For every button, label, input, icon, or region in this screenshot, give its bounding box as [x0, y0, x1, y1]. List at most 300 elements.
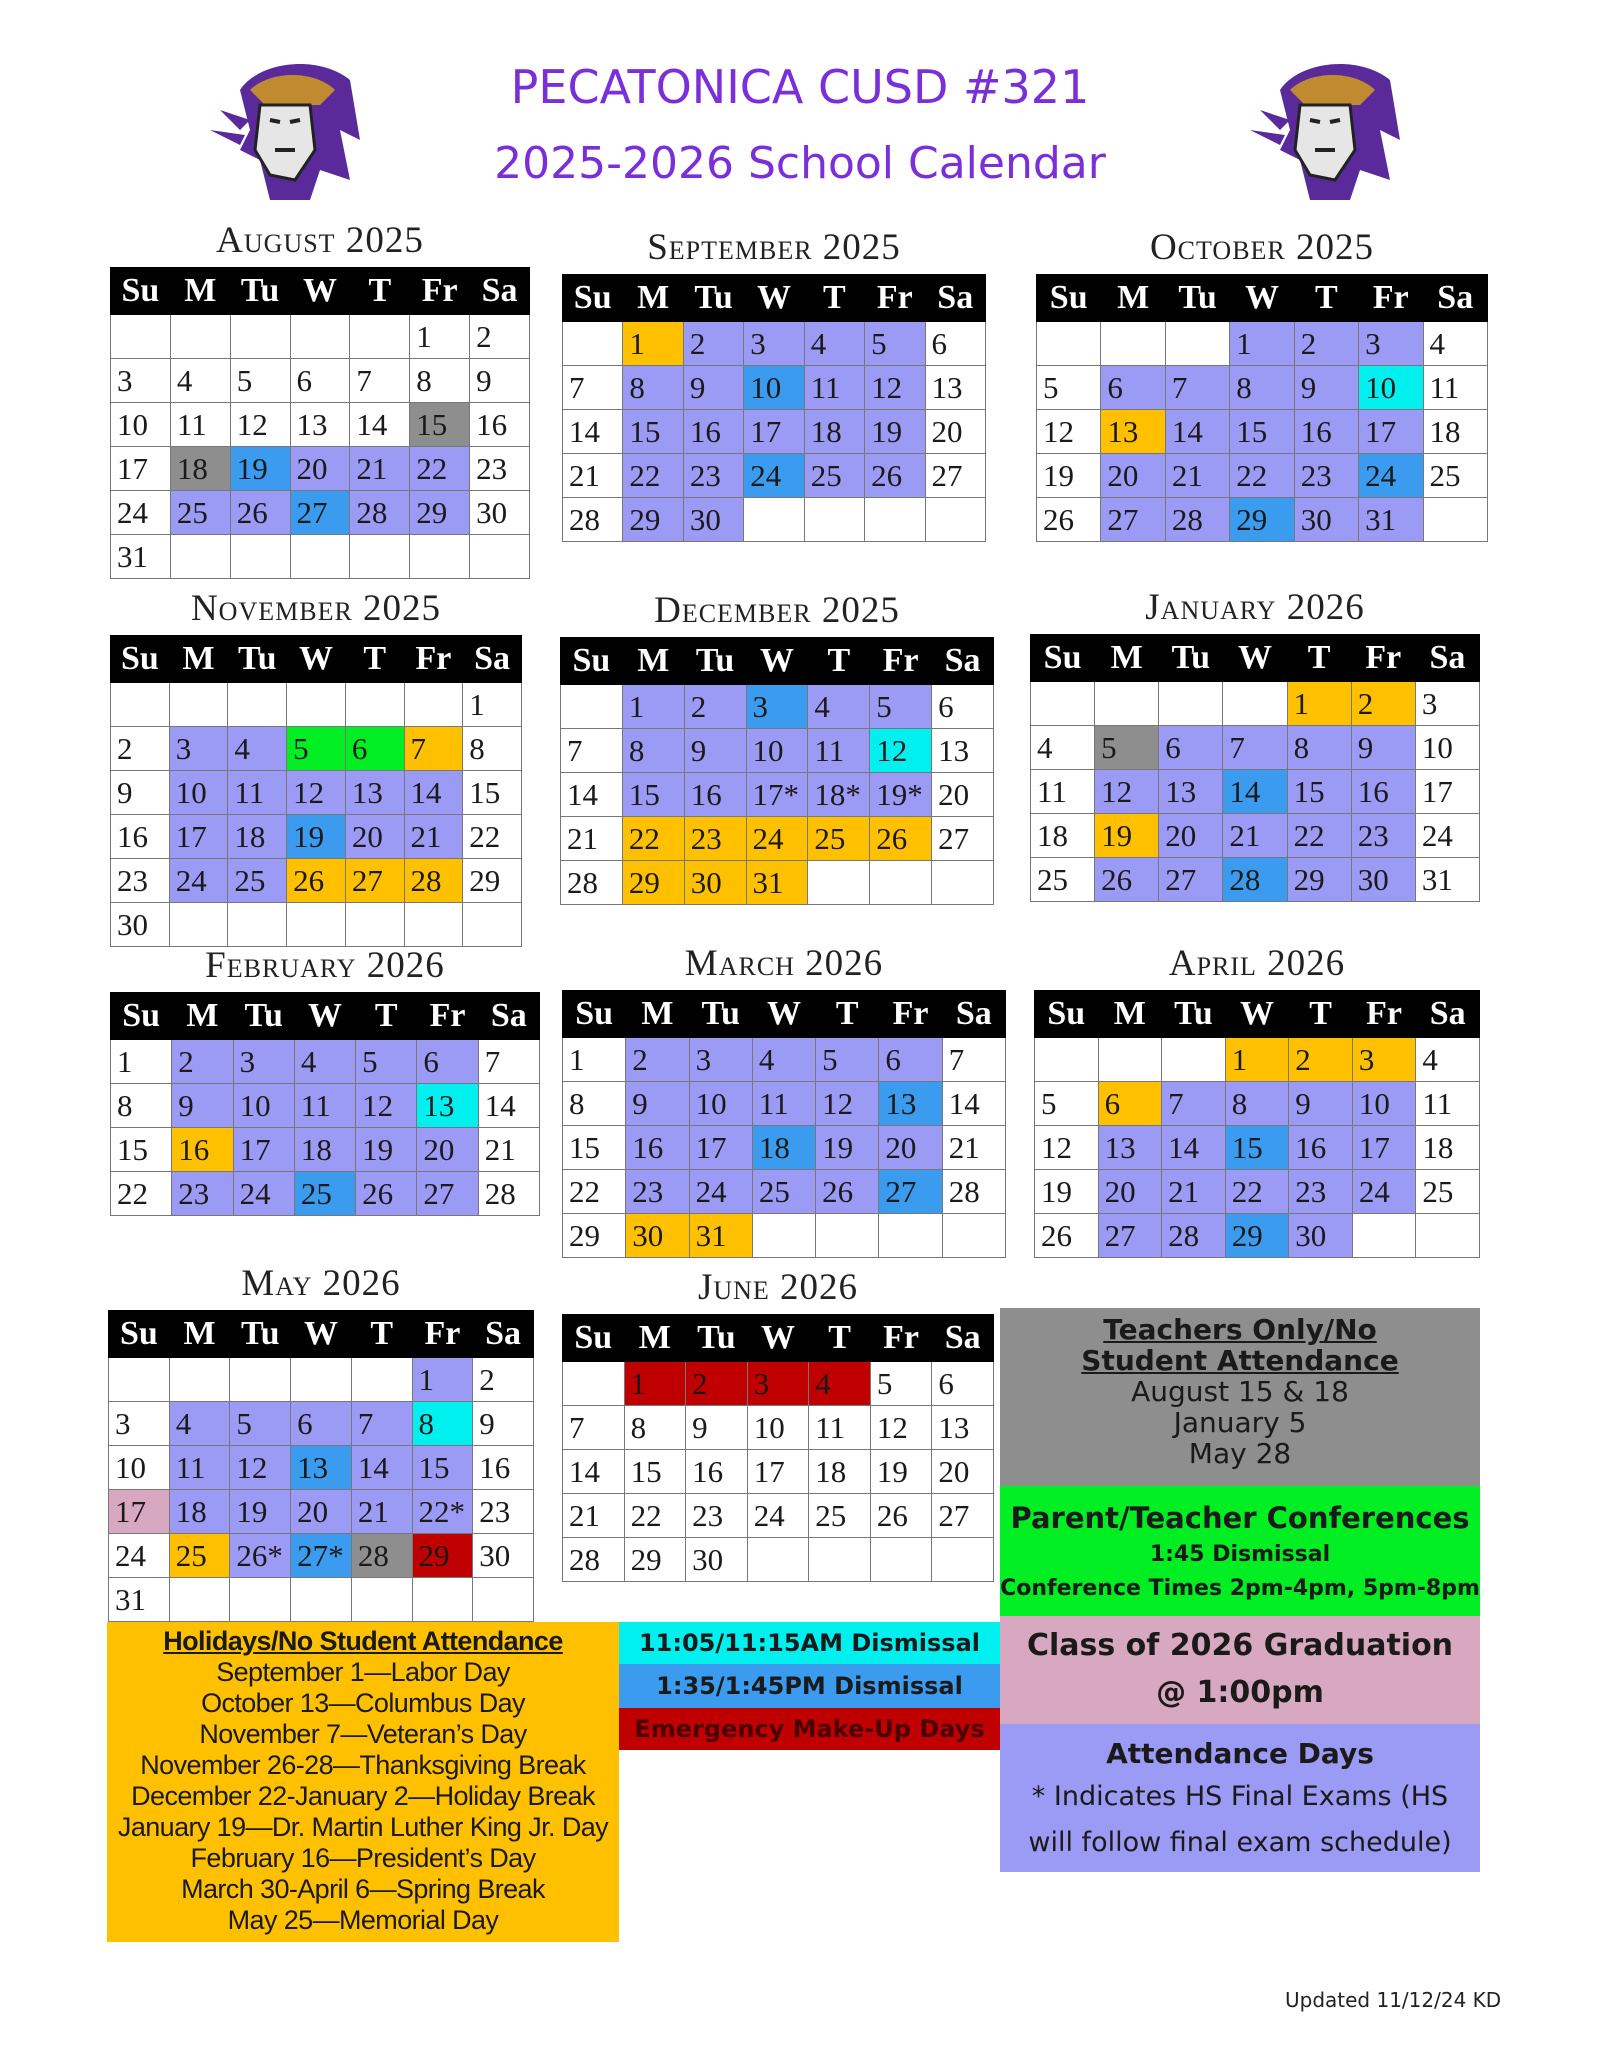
weekday-label: Sa — [932, 1315, 994, 1362]
day-cell: 9 — [172, 1084, 233, 1128]
day-cell: 6 — [290, 359, 350, 403]
day-cell: 14 — [563, 410, 623, 454]
day-cell: 11 — [752, 1082, 815, 1126]
empty-cell — [291, 1578, 352, 1622]
legend-dismissal-1105: 11:05/11:15AM Dismissal — [619, 1622, 1000, 1664]
day-cell: 23 — [1294, 454, 1358, 498]
day-cell: 17 — [169, 815, 228, 859]
weekday-label: W — [1230, 275, 1294, 322]
day-cell: 28 — [350, 491, 410, 535]
day-cell: 20 — [345, 815, 404, 859]
day-cell: 1 — [563, 1038, 626, 1082]
day-cell: 24 — [1352, 1170, 1416, 1214]
day-cell: 2 — [626, 1038, 689, 1082]
day-cell: 28 — [942, 1170, 1005, 1214]
day-cell: 30 — [1351, 858, 1415, 902]
weekday-label: Su — [563, 1315, 625, 1362]
week-row — [563, 1214, 1006, 1258]
day-cell: 4 — [752, 1038, 815, 1082]
weekday-label: M — [172, 993, 233, 1040]
day-cell: 22* — [412, 1490, 473, 1534]
weekday-label: Su — [1035, 991, 1099, 1038]
day-cell: 22 — [111, 1172, 172, 1216]
day-cell: 13 — [932, 729, 994, 773]
day-cell: 14 — [1162, 1126, 1226, 1170]
day-cell: 2 — [111, 727, 170, 771]
legend-line: May 28 — [1188, 1437, 1292, 1470]
day-cell: 28 — [1165, 498, 1229, 542]
empty-cell — [230, 535, 290, 579]
day-cell: 9 — [626, 1082, 689, 1126]
legend-line: September 1—Labor Day — [216, 1657, 510, 1687]
week-row — [1035, 1214, 1480, 1258]
day-cell: 21 — [1165, 454, 1229, 498]
day-cell: 2 — [684, 685, 746, 729]
day-cell: 12 — [870, 729, 932, 773]
day-cell: 6 — [291, 1402, 352, 1446]
day-cell: 3 — [233, 1040, 294, 1084]
day-cell: 3 — [1352, 1038, 1416, 1082]
day-cell: 24 — [747, 1494, 809, 1538]
week-row — [563, 498, 986, 542]
empty-cell — [1165, 322, 1229, 366]
day-cell: 19 — [230, 447, 290, 491]
day-cell: 17 — [111, 447, 171, 491]
week-row — [109, 1358, 534, 1402]
day-cell: 21 — [1223, 814, 1287, 858]
empty-cell — [290, 315, 350, 359]
legend-line: Class of 2026 Graduation — [1026, 1628, 1454, 1663]
weekday-label: W — [752, 991, 815, 1038]
day-cell: 18 — [1416, 1126, 1480, 1170]
day-cell: 2 — [686, 1362, 748, 1406]
day-cell: 1 — [463, 683, 522, 727]
empty-cell — [351, 1578, 412, 1622]
day-cell: 4 — [804, 322, 864, 366]
day-cell: 5 — [865, 322, 925, 366]
week-row — [111, 1172, 540, 1216]
day-cell: 20 — [932, 1450, 994, 1494]
empty-cell — [410, 535, 470, 579]
day-cell: 4 — [1416, 1038, 1480, 1082]
day-cell: 3 — [747, 1362, 809, 1406]
weekday-header-row — [111, 268, 530, 315]
day-cell: 21 — [561, 817, 623, 861]
week-row — [111, 403, 530, 447]
legend-line: * Indicates HS Final Exams (HS will follow final exam schedule) — [1028, 1781, 1452, 1858]
month-title: January 2026 — [1145, 587, 1365, 628]
empty-cell — [870, 861, 932, 905]
weekday-label: Tu — [684, 638, 746, 685]
day-cell: 26 — [870, 1494, 932, 1538]
day-cell: 6 — [1159, 726, 1223, 770]
day-cell: 29 — [563, 1214, 626, 1258]
week-row — [109, 1534, 534, 1578]
month-march-2026 — [562, 938, 1006, 1258]
week-row — [1035, 1126, 1480, 1170]
day-cell: 7 — [1223, 726, 1287, 770]
day-cell: 24 — [233, 1172, 294, 1216]
day-cell: 8 — [410, 359, 470, 403]
week-row — [561, 773, 994, 817]
week-row — [1031, 814, 1480, 858]
day-cell: 18 — [228, 815, 287, 859]
day-cell: 17 — [1415, 770, 1479, 814]
day-cell: 15 — [622, 773, 684, 817]
day-cell: 26 — [1035, 1214, 1099, 1258]
week-row — [109, 1490, 534, 1534]
day-cell: 2 — [1294, 322, 1358, 366]
day-cell: 27 — [1101, 498, 1165, 542]
weekday-label: Fr — [1359, 275, 1423, 322]
day-cell: 28 — [1223, 858, 1287, 902]
legend-line: November 26-28—Thanksgiving Break — [140, 1750, 586, 1780]
weekday-label: T — [356, 993, 417, 1040]
day-cell: 13 — [1098, 1126, 1162, 1170]
weekday-label: Tu — [228, 636, 287, 683]
month-may-2026 — [108, 1258, 534, 1622]
day-cell: 7 — [563, 1406, 625, 1450]
week-row — [561, 861, 994, 905]
week-row — [1031, 726, 1480, 770]
day-cell: 22 — [563, 1170, 626, 1214]
day-cell: 31 — [689, 1214, 752, 1258]
day-cell: 24 — [1415, 814, 1479, 858]
legend-line: May 25—Memorial Day — [227, 1905, 499, 1935]
weekday-label: Fr — [412, 1311, 473, 1358]
weekday-header-row — [1037, 275, 1488, 322]
legend-teachers-only-heading: Teachers Only/No Student Attendance — [1081, 1313, 1399, 1377]
weekday-label: Sa — [1415, 635, 1479, 682]
legend-line: October 13—Columbus Day — [201, 1688, 525, 1718]
day-cell: 29 — [624, 1538, 686, 1582]
day-cell: 26 — [1095, 858, 1159, 902]
day-cell: 12 — [230, 403, 290, 447]
weekday-label: Su — [1031, 635, 1095, 682]
week-row — [111, 1084, 540, 1128]
day-cell: 22 — [1287, 814, 1351, 858]
weekday-header-row — [1035, 991, 1480, 1038]
week-row — [1035, 1082, 1480, 1126]
day-cell: 10 — [744, 366, 804, 410]
month-october-2025 — [1036, 222, 1488, 542]
week-row — [111, 727, 522, 771]
day-cell: 26 — [1037, 498, 1101, 542]
day-cell: 9 — [1351, 726, 1415, 770]
day-cell: 3 — [111, 359, 171, 403]
weekday-label: W — [287, 636, 346, 683]
day-cell: 31 — [746, 861, 808, 905]
day-cell: 19 — [870, 1450, 932, 1494]
day-cell: 13 — [417, 1084, 478, 1128]
day-cell: 25 — [808, 817, 870, 861]
day-cell: 19 — [287, 815, 346, 859]
day-cell: 1 — [622, 685, 684, 729]
day-cell: 18 — [809, 1450, 871, 1494]
day-cell: 22 — [622, 817, 684, 861]
month-grid — [1036, 274, 1488, 542]
month-grid — [110, 267, 530, 579]
day-cell: 5 — [1035, 1082, 1099, 1126]
day-cell: 17 — [1352, 1126, 1416, 1170]
weekday-label: T — [1289, 991, 1353, 1038]
day-cell: 4 — [169, 1402, 230, 1446]
day-cell: 17 — [1359, 410, 1423, 454]
day-cell: 13 — [925, 366, 985, 410]
empty-cell — [351, 1358, 412, 1402]
weekday-label: Fr — [1351, 635, 1415, 682]
week-row — [563, 454, 986, 498]
day-cell: 9 — [111, 771, 170, 815]
day-cell: 4 — [228, 727, 287, 771]
week-row — [109, 1446, 534, 1490]
empty-cell — [291, 1358, 352, 1402]
day-cell: 9 — [684, 729, 746, 773]
day-cell: 28 — [404, 859, 463, 903]
week-row — [1031, 858, 1480, 902]
month-august-2025 — [110, 215, 530, 579]
day-cell: 15 — [463, 771, 522, 815]
day-cell: 9 — [1289, 1082, 1353, 1126]
legend-emergency: Emergency Make-Up Days — [619, 1708, 1000, 1750]
day-cell: 13 — [879, 1082, 942, 1126]
day-cell: 14 — [351, 1446, 412, 1490]
weekday-label: Tu — [686, 1315, 748, 1362]
day-cell: 20 — [1101, 454, 1165, 498]
day-cell: 25 — [804, 454, 864, 498]
day-cell: 3 — [746, 685, 808, 729]
day-cell: 17* — [746, 773, 808, 817]
weekday-label: T — [351, 1311, 412, 1358]
day-cell: 12 — [1037, 410, 1101, 454]
day-cell: 23 — [473, 1490, 534, 1534]
day-cell: 20 — [1098, 1170, 1162, 1214]
district-title: PECATONICA CUSD #321 — [510, 60, 1090, 114]
empty-cell — [744, 498, 804, 542]
day-cell: 5 — [356, 1040, 417, 1084]
day-cell: 31 — [111, 535, 171, 579]
day-cell: 15 — [410, 403, 470, 447]
day-cell: 15 — [1230, 410, 1294, 454]
weekday-label: W — [291, 1311, 352, 1358]
weekday-label: Sa — [925, 275, 985, 322]
day-cell: 3 — [109, 1402, 170, 1446]
weekday-header-row — [111, 636, 522, 683]
day-cell: 15 — [1225, 1126, 1289, 1170]
day-cell: 19 — [1037, 454, 1101, 498]
empty-cell — [865, 498, 925, 542]
day-cell: 12 — [287, 771, 346, 815]
weekday-label: M — [169, 636, 228, 683]
day-cell: 19* — [870, 773, 932, 817]
month-grid — [1030, 634, 1480, 902]
day-cell: 11 — [1031, 770, 1095, 814]
legend-line: 1:45 Dismissal — [1149, 1542, 1331, 1567]
month-grid — [562, 274, 986, 542]
day-cell: 17 — [747, 1450, 809, 1494]
day-cell: 29 — [1225, 1214, 1289, 1258]
legend-line: November 7—Veteran’s Day — [199, 1719, 527, 1749]
week-row — [111, 359, 530, 403]
day-cell: 29 — [1287, 858, 1351, 902]
day-cell: 3 — [689, 1038, 752, 1082]
day-cell: 26* — [230, 1534, 291, 1578]
day-cell: 1 — [412, 1358, 473, 1402]
week-row — [563, 1538, 994, 1582]
day-cell: 7 — [351, 1402, 412, 1446]
day-cell: 8 — [624, 1406, 686, 1450]
weekday-label: T — [1287, 635, 1351, 682]
day-cell: 20 — [925, 410, 985, 454]
empty-cell — [1035, 1038, 1099, 1082]
day-cell: 12 — [1035, 1126, 1099, 1170]
empty-cell — [1352, 1214, 1416, 1258]
day-cell: 11 — [1416, 1082, 1480, 1126]
empty-cell — [350, 535, 410, 579]
empty-cell — [111, 315, 171, 359]
day-cell: 13 — [345, 771, 404, 815]
day-cell: 8 — [111, 1084, 172, 1128]
day-cell: 24 — [169, 859, 228, 903]
legend-line: January 19—Dr. Martin Luther King Jr. Day — [117, 1812, 609, 1842]
day-cell: 7 — [563, 366, 623, 410]
weekday-label: Su — [563, 991, 626, 1038]
day-cell: 19 — [356, 1128, 417, 1172]
day-cell: 18 — [804, 410, 864, 454]
day-cell: 22 — [410, 447, 470, 491]
weekday-label: W — [747, 1315, 809, 1362]
legend-line: @ 1:00pm — [1156, 1675, 1324, 1710]
day-cell: 12 — [870, 1406, 932, 1450]
empty-cell — [870, 1538, 932, 1582]
week-row — [1031, 770, 1480, 814]
day-cell: 14 — [563, 1450, 625, 1494]
month-grid — [562, 1314, 994, 1582]
empty-cell — [473, 1578, 534, 1622]
day-cell: 7 — [404, 727, 463, 771]
day-cell: 2 — [1351, 682, 1415, 726]
day-cell: 23 — [111, 859, 170, 903]
day-cell: 20 — [932, 773, 994, 817]
day-cell: 24 — [1359, 454, 1423, 498]
legend-holidays — [107, 1622, 619, 1942]
day-cell: 30 — [1289, 1214, 1353, 1258]
day-cell: 12 — [865, 366, 925, 410]
empty-cell — [932, 861, 994, 905]
day-cell: 29 — [1230, 498, 1294, 542]
day-cell: 15 — [624, 1450, 686, 1494]
day-cell: 25 — [169, 1534, 230, 1578]
day-cell: 26 — [870, 817, 932, 861]
day-cell: 5 — [870, 685, 932, 729]
empty-cell — [109, 1358, 170, 1402]
month-title: August 2025 — [216, 220, 424, 261]
day-cell: 7 — [942, 1038, 1005, 1082]
day-cell: 21 — [404, 815, 463, 859]
day-cell: 30 — [470, 491, 530, 535]
week-row — [109, 1578, 534, 1622]
empty-cell — [747, 1538, 809, 1582]
empty-cell — [804, 498, 864, 542]
empty-cell — [169, 1578, 230, 1622]
day-cell: 10 — [747, 1406, 809, 1450]
day-cell: 19 — [230, 1490, 291, 1534]
day-cell: 18 — [169, 1490, 230, 1534]
day-cell: 11 — [808, 729, 870, 773]
empty-cell — [925, 498, 985, 542]
day-cell: 26 — [230, 491, 290, 535]
weekday-label: Tu — [683, 275, 743, 322]
empty-cell — [170, 315, 230, 359]
week-row — [111, 1040, 540, 1084]
day-cell: 21 — [351, 1490, 412, 1534]
day-cell: 28 — [351, 1534, 412, 1578]
empty-cell — [412, 1578, 473, 1622]
empty-cell — [808, 861, 870, 905]
month-title: March 2026 — [684, 943, 884, 984]
day-cell: 25 — [170, 491, 230, 535]
legend-dismissal-135: 1:35/1:45PM Dismissal — [619, 1664, 1000, 1708]
day-cell: 11 — [294, 1084, 355, 1128]
weekday-label: Tu — [233, 993, 294, 1040]
empty-cell — [816, 1214, 879, 1258]
day-cell: 29 — [410, 491, 470, 535]
day-cell: 10 — [689, 1082, 752, 1126]
weekday-label: M — [622, 638, 684, 685]
day-cell: 8 — [1225, 1082, 1289, 1126]
month-february-2026 — [110, 940, 540, 1216]
day-cell: 25 — [1031, 858, 1095, 902]
day-cell: 18 — [1423, 410, 1487, 454]
day-cell: 1 — [1225, 1038, 1289, 1082]
day-cell: 23 — [1289, 1170, 1353, 1214]
empty-cell — [111, 683, 170, 727]
day-cell: 5 — [1037, 366, 1101, 410]
weekday-label: T — [816, 991, 879, 1038]
weekday-label: Tu — [1162, 991, 1226, 1038]
week-row — [561, 729, 994, 773]
day-cell: 4 — [1423, 322, 1487, 366]
weekday-label: Tu — [689, 991, 752, 1038]
empty-cell — [169, 1358, 230, 1402]
week-row — [111, 771, 522, 815]
day-cell: 4 — [1031, 726, 1095, 770]
day-cell: 20 — [291, 1490, 352, 1534]
day-cell: 21 — [563, 454, 623, 498]
legend-attendance-heading: Attendance Days — [1106, 1737, 1374, 1770]
weekday-label: Fr — [1352, 991, 1416, 1038]
updated-note: Updated 11/12/24 KD — [1285, 1988, 1502, 2012]
day-cell: 8 — [622, 729, 684, 773]
day-cell: 15 — [623, 410, 683, 454]
day-cell: 8 — [1230, 366, 1294, 410]
day-cell: 18 — [752, 1126, 815, 1170]
day-cell: 23 — [172, 1172, 233, 1216]
day-cell: 1 — [111, 1040, 172, 1084]
week-row — [563, 1082, 1006, 1126]
day-cell: 19 — [816, 1126, 879, 1170]
day-cell: 3 — [1415, 682, 1479, 726]
day-cell: 5 — [870, 1362, 932, 1406]
day-cell: 6 — [879, 1038, 942, 1082]
weekday-label: Su — [561, 638, 623, 685]
day-cell: 4 — [808, 685, 870, 729]
day-cell: 10 — [109, 1446, 170, 1490]
week-row — [561, 817, 994, 861]
day-cell: 25 — [809, 1494, 871, 1538]
day-cell: 25 — [1416, 1170, 1480, 1214]
day-cell: 16 — [172, 1128, 233, 1172]
